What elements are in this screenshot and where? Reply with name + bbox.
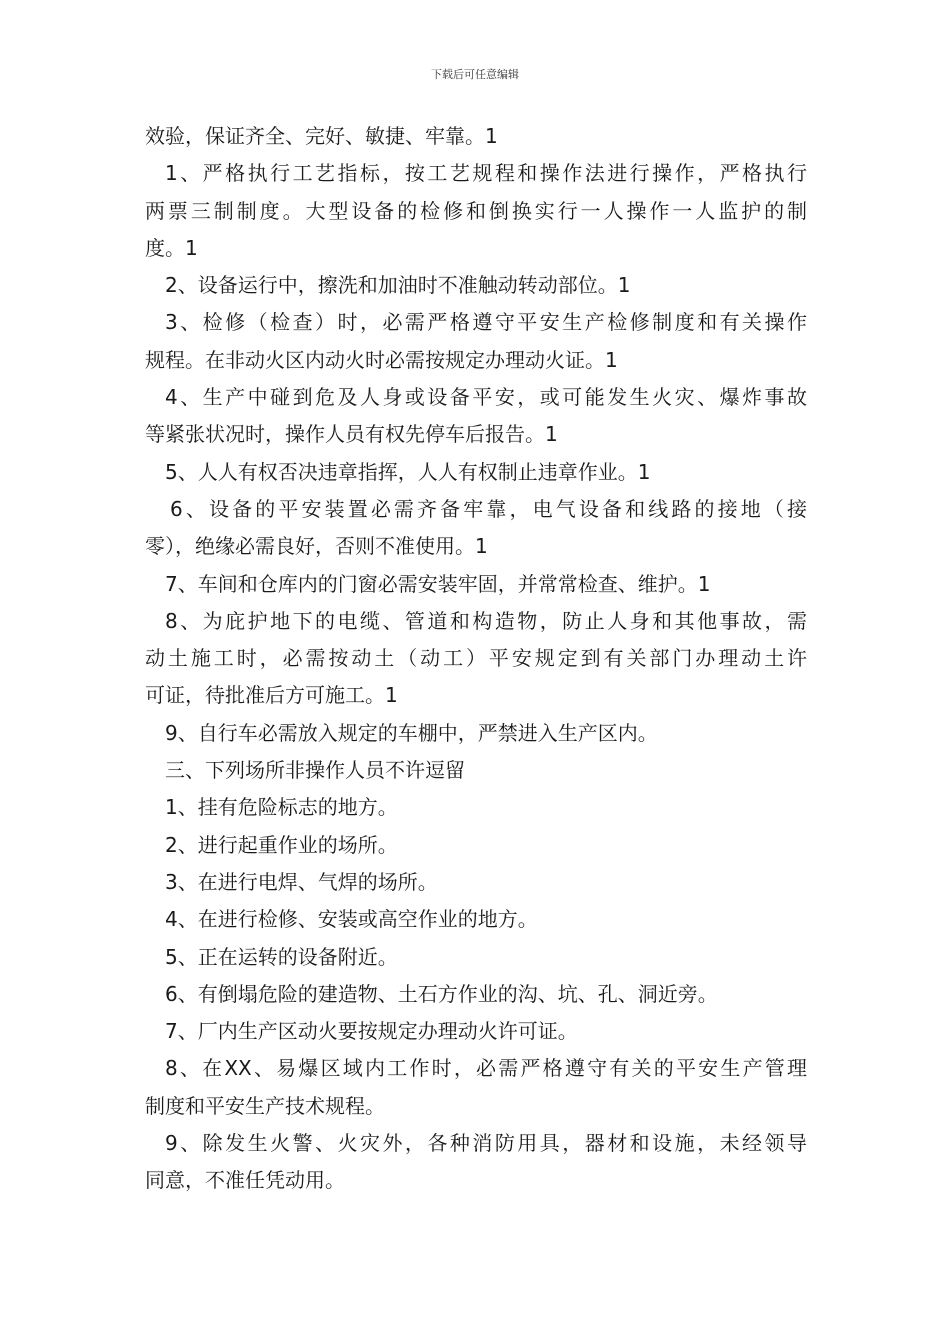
- text-line: 8、为庇护地下的电缆、管道和构造物，防止人身和其他事故，需: [165, 608, 807, 633]
- document-body: [145, 118, 807, 1200]
- text-line: 6、有倒塌危险的建造物、土石方作业的沟、坑、孔、洞近旁。: [165, 981, 718, 1006]
- text-line: 5、人人有权否决违章指挥，人人有权制止违章作业。1: [165, 459, 651, 484]
- text-line: 4、在进行检修、安装或高空作业的地方。: [165, 907, 538, 932]
- text-line: 7、车间和仓库内的门窗必需安装牢固，并常常检查、维护。1: [165, 571, 711, 596]
- text-line: 4、生产中碰到危及人身或设备平安，或可能发生火灾、爆炸事故: [165, 385, 807, 410]
- text-line: 7、厂内生产区动火要按规定办理动火许可证。: [165, 1019, 578, 1044]
- text-line: 9、自行车必需放入规定的车棚中，严禁进入生产区内。: [165, 720, 658, 745]
- text-line: 2、进行起重作业的场所。: [165, 832, 398, 857]
- text-line: 1、严格执行工艺指标，按工艺规程和操作法进行操作，严格执行: [165, 161, 807, 186]
- page-header: 下载后可任意编辑: [431, 68, 519, 81]
- text-line: 动土施工时，必需按动土（动工）平安规定到有关部门办理动土许: [145, 646, 807, 671]
- text-line: 3、检修（检查）时，必需严格遵守平安生产检修制度和有关操作: [165, 310, 807, 335]
- text-line: 度。1: [145, 235, 198, 260]
- text-line: 制度和平安生产技术规程。: [145, 1093, 385, 1118]
- text-line: 9、除发生火警、火灾外，各种消防用具，器材和设施，未经领导: [165, 1131, 807, 1156]
- text-line: 等紧张状况时，操作人员有权先停车后报告。1: [145, 422, 558, 447]
- text-line: 同意，不准任凭动用。: [145, 1168, 345, 1193]
- text-line: 零），绝缘必需良好，否则不准使用。1: [145, 534, 488, 559]
- text-line: 5、正在运转的设备附近。: [165, 944, 398, 969]
- text-line: 效验，保证齐全、完好、敏捷、牢靠。1: [145, 124, 498, 148]
- text-line: 3、在进行电焊、气焊的场所。: [165, 869, 438, 894]
- text-line: 2、设备运行中，擦洗和加油时不准触动转动部位。1: [165, 273, 631, 298]
- text-line: 6、设备的平安装置必需齐备牢靠，电气设备和线路的接地（接: [170, 496, 807, 521]
- section-heading: 三、下列场所非操作人员不许逗留: [165, 758, 465, 783]
- text-line: 8、在XX、易爆区域内工作时，必需严格遵守有关的平安生产管理: [165, 1056, 807, 1081]
- text-line: 1、挂有危险标志的地方。: [165, 795, 398, 820]
- text-line: 可证，待批准后方可施工。1: [145, 683, 398, 708]
- text-line: 规程。在非动火区内动火时必需按规定办理动火证。1: [145, 347, 618, 372]
- text-line: 两票三制制度。大型设备的检修和倒换实行一人操作一人监护的制: [145, 198, 807, 223]
